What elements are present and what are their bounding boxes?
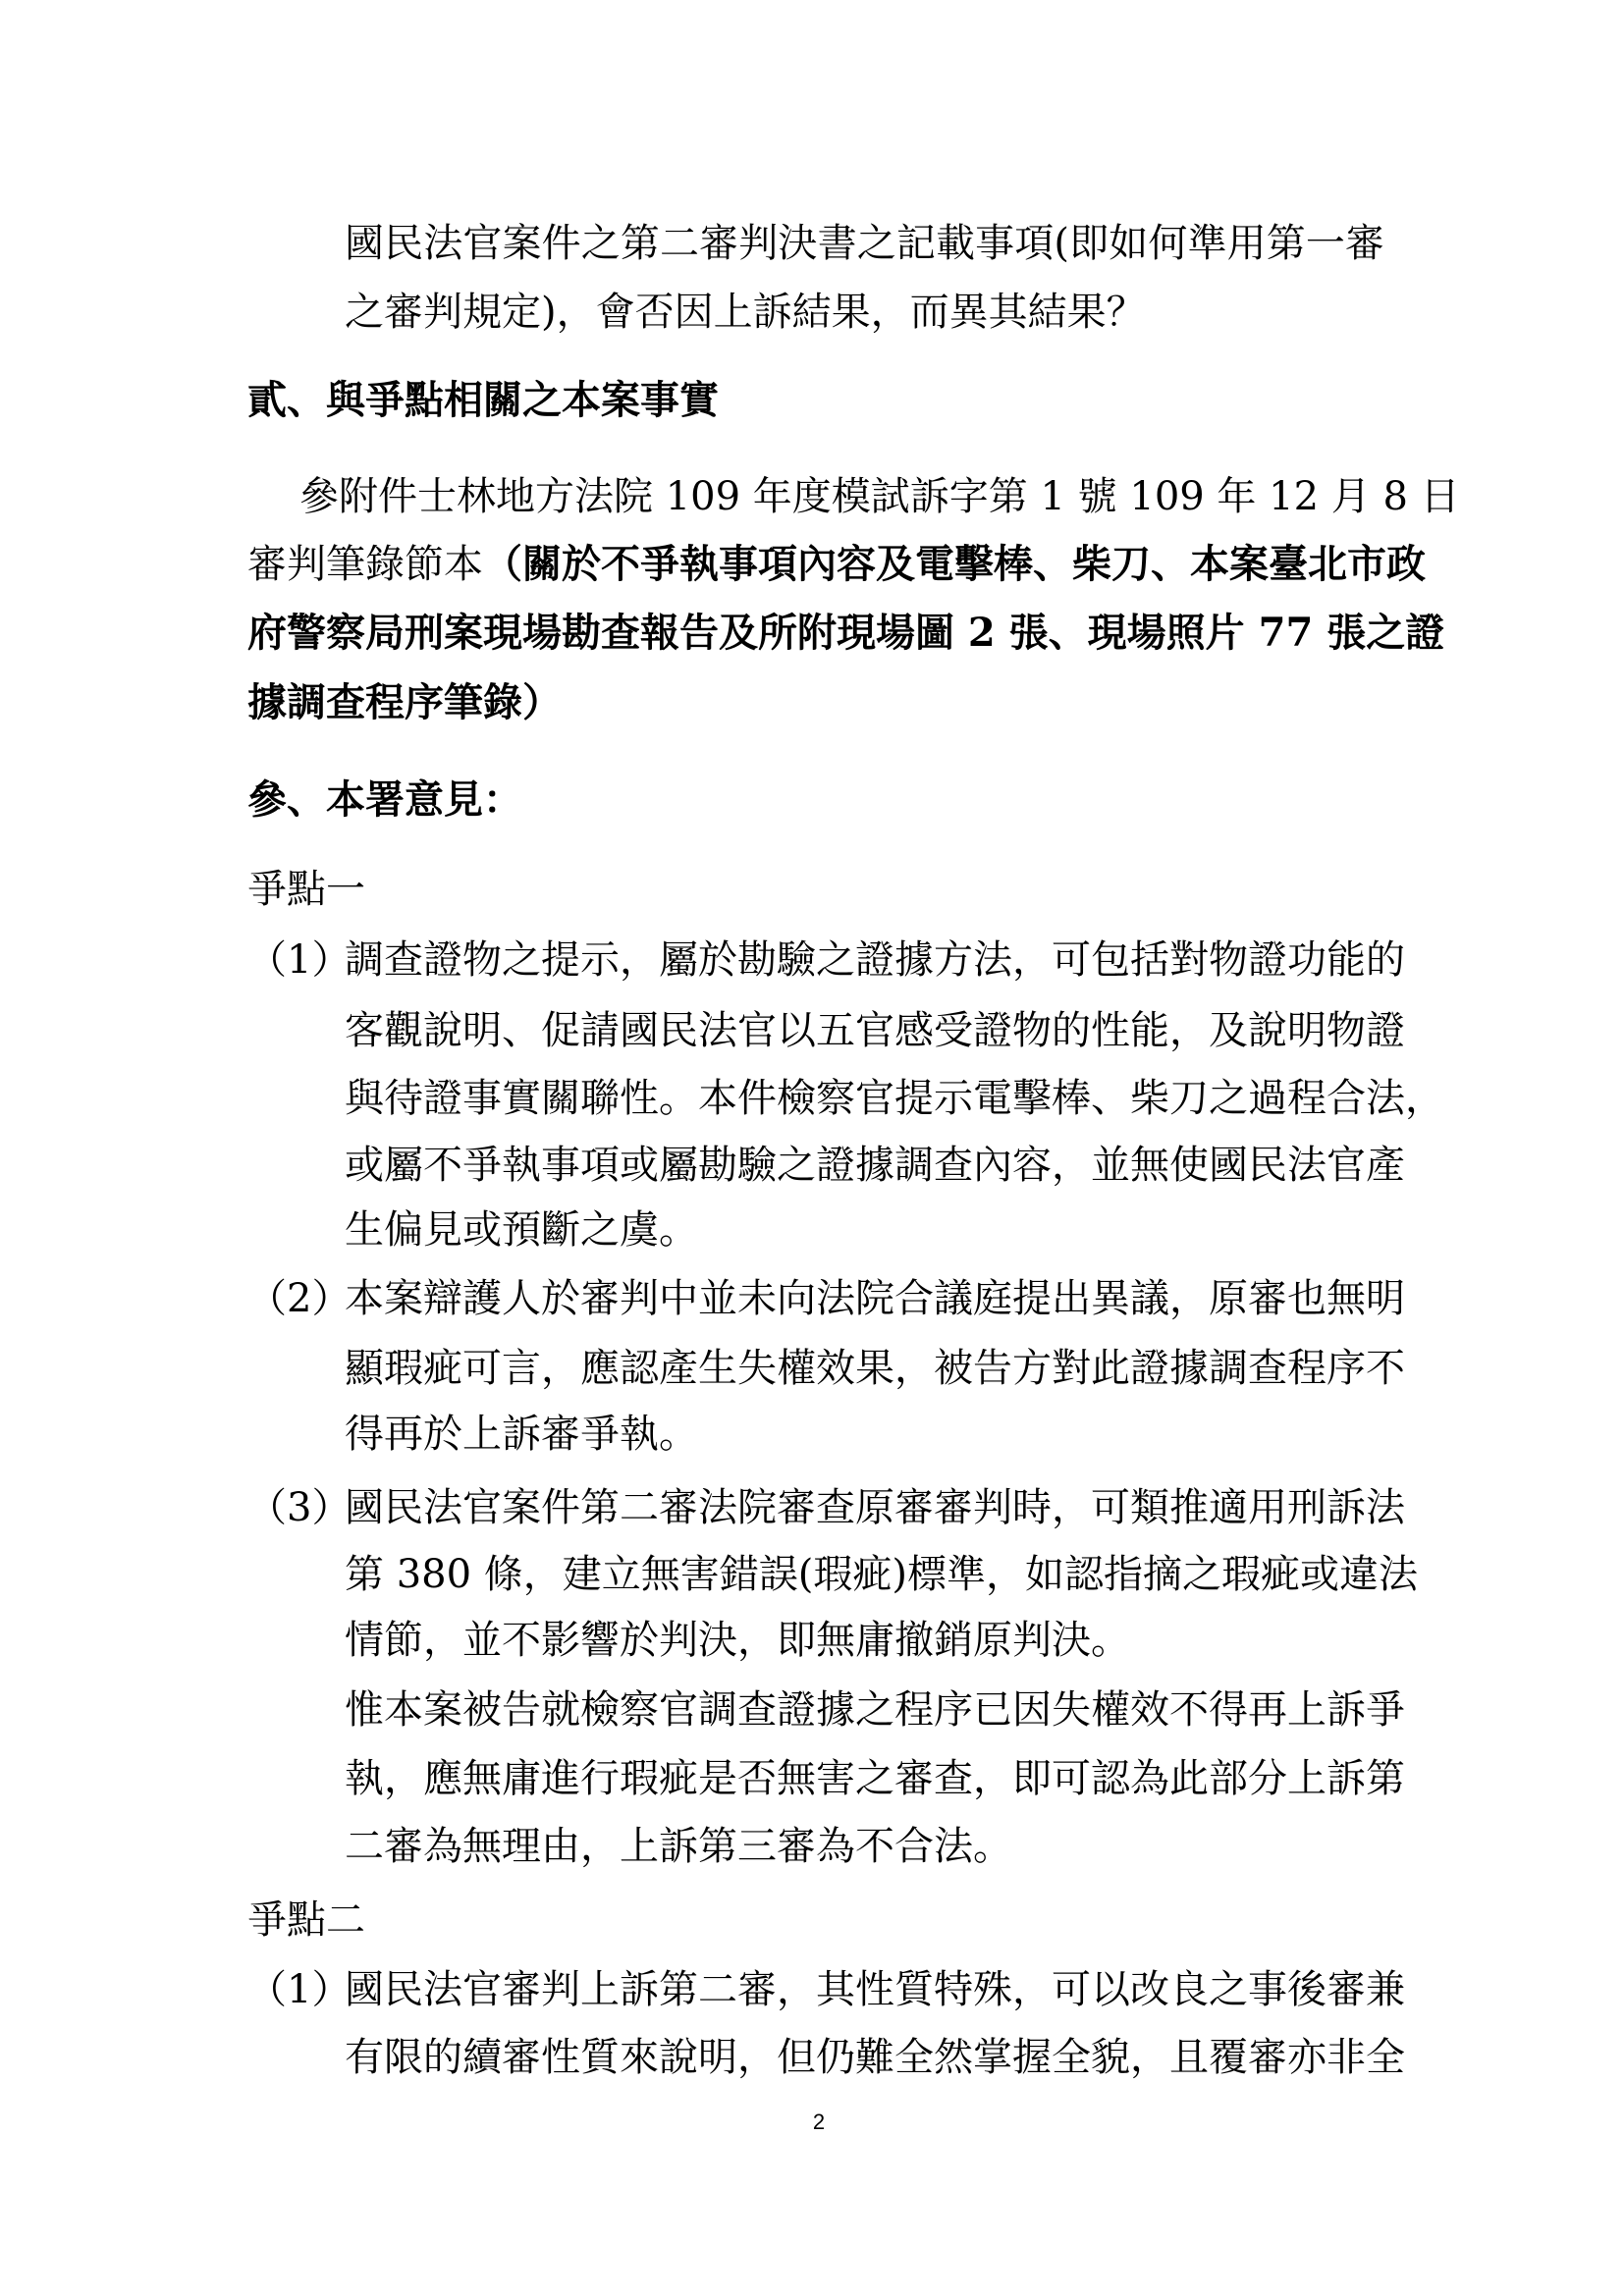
item-line: 國民法官案件第二審法院審查原審審判時，可類推適用刑訴法 xyxy=(345,1485,1405,1530)
item-line: 得再於上訴審爭執。 xyxy=(345,1412,698,1457)
item-line: 生偏見或預斷之虞。 xyxy=(345,1207,698,1253)
item-marker: （3） xyxy=(247,1485,352,1530)
item-line: 情節，並不影響於判決，即無庸撤銷原判決。 xyxy=(345,1618,1130,1663)
issue-title: 爭點二 xyxy=(247,1897,365,1943)
item-marker: （2） xyxy=(247,1276,352,1321)
item-line: 國民法官審判上訴第二審，其性質特殊，可以改良之事後審兼 xyxy=(345,1967,1405,2012)
item-marker: （1） xyxy=(247,937,352,983)
item-line: 本案辯護人於審判中並未向法院合議庭提出異議，原審也無明 xyxy=(345,1276,1405,1321)
intro-line: 國民法官案件之第二審判決書之記載事項(即如何準用第一審 xyxy=(345,221,1384,266)
paragraph-line: 府警察局刑案現場勘查報告及所附現場圖 2 張、現場照片 77 張之證 xyxy=(247,610,1445,656)
item-marker: （1） xyxy=(247,1967,352,2012)
item-line: 有限的續審性質來說明，但仍難全然掌握全貌，且覆審亦非全 xyxy=(345,2035,1405,2080)
intro-line: 之審判規定)，會否因上訴結果，而異其結果？ xyxy=(345,290,1146,335)
item-line: 與待證事實關聯性。本件檢察官提示電擊棒、柴刀之過程合法， xyxy=(345,1076,1444,1121)
section-heading: 貳、與爭點相關之本案事實 xyxy=(247,377,719,423)
item-line: 惟本案被告就檢察官調查證據之程序已因失權效不得再上訴爭 xyxy=(345,1687,1405,1733)
item-line: 客觀說明、促請國民法官以五官感受證物的性能，及說明物證 xyxy=(345,1008,1405,1053)
paragraph-line: 參附件士林地方法院 109 年度模試訴字第 1 號 109 年 12 月 8 日 xyxy=(299,474,1460,519)
item-line: 顯瑕疵可言，應認產生失權效果，被告方對此證據調查程序不 xyxy=(345,1346,1405,1391)
item-line: 二審為無理由，上訴第三審為不合法。 xyxy=(345,1824,1012,1869)
section-heading: 參、本署意見： xyxy=(247,776,522,823)
item-line: 調查證物之提示，屬於勘驗之證據方法，可包括對物證功能的 xyxy=(345,937,1405,983)
item-line: 或屬不爭執事項或屬勘驗之證據調查內容，並無使國民法官產 xyxy=(345,1143,1405,1188)
item-line: 執，應無庸進行瑕疵是否無害之審查，即可認為此部分上訴第 xyxy=(345,1756,1405,1801)
item-line: 第 380 條，建立無害錯誤(瑕疵)標準，如認指摘之瑕疵或違法 xyxy=(345,1552,1418,1597)
text-bold: （關於不爭執事項內容及電擊棒、柴刀、本案臺北市政 xyxy=(483,541,1426,587)
paragraph-line xyxy=(247,541,1426,588)
page-number: 2 xyxy=(812,2109,826,2134)
paragraph-line: 據調查程序筆錄） xyxy=(247,679,562,725)
text-normal: 審判筆錄節本 xyxy=(247,542,483,587)
issue-title: 爭點一 xyxy=(247,867,365,912)
